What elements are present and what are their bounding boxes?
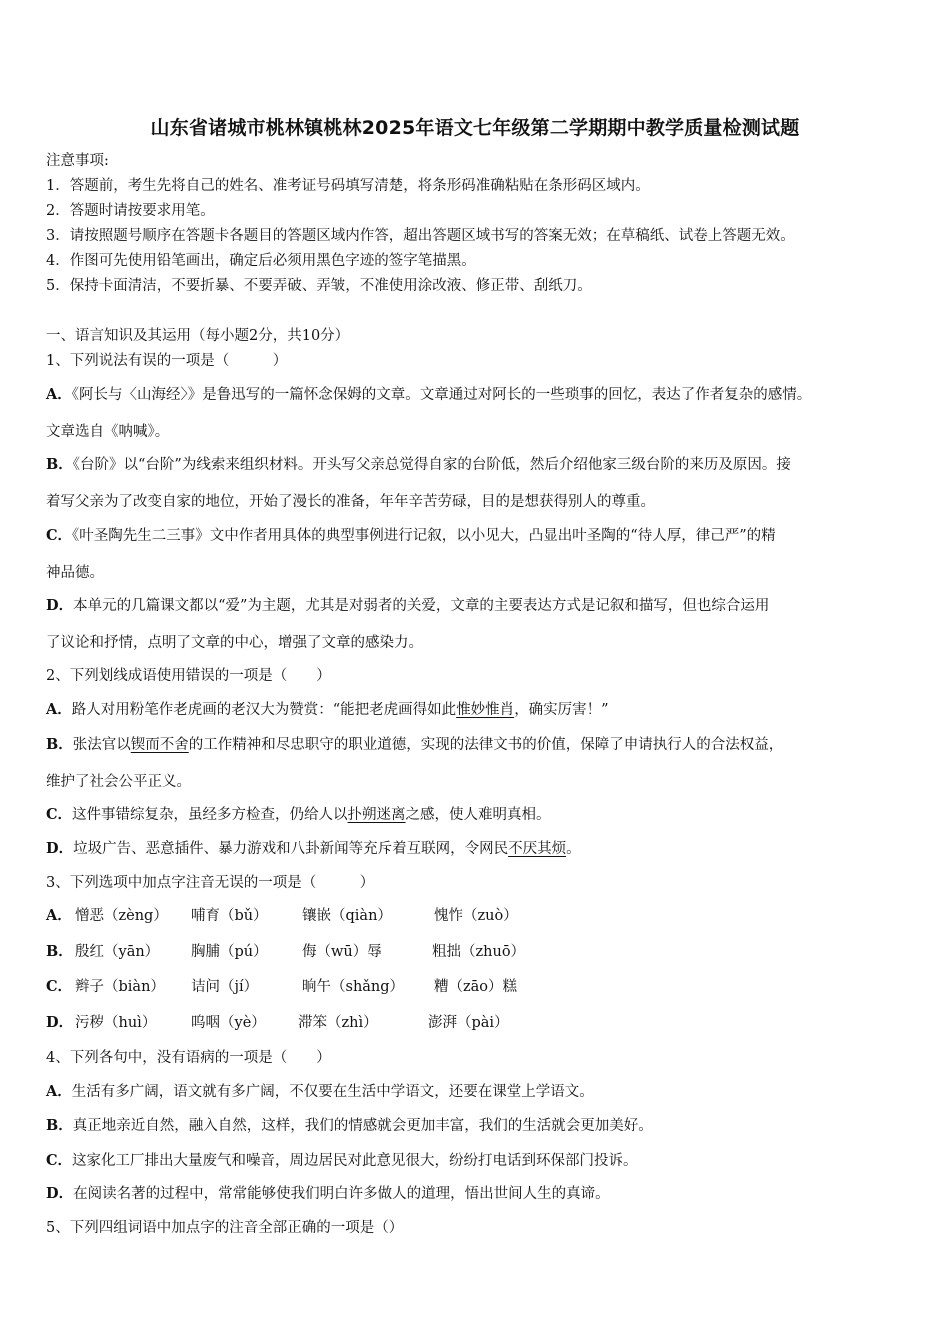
pinyin-item: 殷红（yān） [75, 944, 160, 960]
question-5-stem: 5、下列四组词语中加点字的注音全部正确的一项是（） [46, 1220, 404, 1236]
underlined-idiom: 扑朔迷离 [347, 807, 406, 823]
option-text: 本单元的几篇课文都以“爱”为主题，尤其是对弱者的关爱，文章的主要表达方式是记叙和描写，但也综合运用 [73, 598, 770, 614]
option-letter: A． [46, 386, 72, 403]
question-4-stem: 4、下列各句中，没有语病的一项是（ ） [46, 1050, 331, 1066]
pinyin-item: 侮（wū）辱 [302, 944, 382, 960]
question-2-option-b [46, 735, 783, 755]
pinyin-item: 愧怍（zuò） [434, 908, 518, 924]
underlined-idiom: 锲而不舍 [130, 737, 189, 753]
option-letter: D． [46, 1185, 74, 1202]
underlined-idiom: 不厌其烦 [508, 841, 567, 857]
pinyin-item: 晌午（shǎng） [302, 979, 405, 995]
option-text: 的工作精神和尽忠职守的职业道德，实现的法律文书的价值，保障了申请执行人的合法权益， [188, 737, 784, 753]
notice-heading: 注意事项: [46, 153, 109, 169]
question-4-option-a [46, 1082, 594, 1102]
option-text: 在阅读名著的过程中，常常能够使我们明白许多做人的道理，悟出世间人生的真谛。 [73, 1186, 610, 1202]
notice-item: 2．答题时请按要求用笔。 [46, 203, 215, 219]
question-1-option-a-cont: 文章选自《呐喊》。 [46, 424, 170, 440]
question-1-option-c [46, 526, 776, 546]
question-2-stem: 2、下列划线成语使用错误的一项是（ ） [46, 668, 331, 684]
option-text: 《台阶》以“台阶”为线索来组织材料。开头写父亲总觉得自家的台阶低，然后介绍他家三级台阶的来历及原因。接 [72, 457, 791, 473]
option-text: 生活有多广阔，语文就有多广阔，不仅要在生活中学语文，还要在课堂上学语文。 [71, 1084, 594, 1100]
pinyin-item: 糟（zāo）糕 [434, 979, 518, 995]
option-letter: D． [46, 597, 74, 614]
option-letter: B． [46, 943, 73, 960]
question-3-option-c [46, 977, 746, 997]
pinyin-item: 哺育（bǔ） [191, 908, 268, 924]
question-1-option-b [46, 455, 791, 475]
option-letter: B． [46, 456, 73, 473]
option-text: 路人对用粉笔作老虎画的老汉大为赞赏：“能把老虎画得如此 [71, 702, 457, 718]
option-text: 这件事错综复杂，虽经多方检查，仍给人以 [72, 807, 348, 823]
option-text: 之感，使人难明真相。 [405, 807, 551, 823]
question-4-option-d [46, 1184, 610, 1204]
option-letter: B． [46, 736, 73, 753]
question-3-option-a [46, 906, 746, 926]
notice-item: 5．保持卡面清洁，不要折暴、不要弄破、弄皱，不准使用涂改液、修正带、刮纸刀。 [46, 278, 592, 294]
question-1-option-d-cont: 了议论和抒情，点明了文章的中心，增强了文章的感染力。 [46, 635, 423, 651]
question-3-option-b [46, 942, 746, 962]
option-letter: A． [46, 701, 72, 718]
pinyin-item: 憎恶（zèng） [75, 908, 168, 924]
option-text: ，确实厉害！” [514, 702, 609, 718]
option-text: 。 [566, 841, 581, 857]
option-letter: A． [46, 907, 72, 924]
option-text: 张法官以 [72, 737, 131, 753]
notice-item: 3．请按照题号顺序在答题卡各题目的答题区域内作答，超出答题区域书写的答案无效；在草稿纸、试卷上答题无效。 [46, 228, 795, 244]
question-2-option-d [46, 839, 581, 859]
question-2-option-a [46, 700, 609, 720]
underlined-idiom: 惟妙惟肖 [456, 702, 515, 718]
question-2-option-b-cont: 维护了社会公平正义。 [46, 774, 191, 790]
option-letter: D． [46, 1014, 74, 1031]
pinyin-item: 澎湃（pài） [428, 1015, 509, 1031]
pinyin-item: 诘问（jí） [191, 979, 259, 995]
page-title: 山东省诸城市桃林镇桃林2025年语文七年级第二学期期中教学质量检测试题 [150, 117, 800, 139]
option-text: 《叶圣陶先生二三事》文中作者用具体的典型事例进行记叙，以小见大，凸显出叶圣陶的“待人厚，律己严”的精 [72, 528, 776, 544]
section-heading: 一、语言知识及其运用（每小题2分，共10分） [46, 328, 350, 344]
question-4-option-b [46, 1116, 653, 1136]
pinyin-item: 呜咽（yè） [191, 1015, 266, 1031]
notice-item: 4．作图可先使用铅笔画出，确定后必须用黑色字迹的签字笔描黑。 [46, 253, 476, 269]
option-text: 这家化工厂排出大量废气和噪音，周边居民对此意见很大，纷纷打电话到环保部门投诉。 [72, 1153, 638, 1169]
option-text: 真正地亲近自然，融入自然，这样，我们的情感就会更加丰富，我们的生活就会更加美好。 [72, 1118, 653, 1134]
option-letter: C． [46, 978, 73, 995]
question-2-option-c [46, 805, 551, 825]
notice-item: 1．答题前，考生先将自己的姓名、准考证号码填写清楚，将条形码准确粘贴在条形码区域内。 [46, 178, 650, 194]
option-letter: C． [46, 806, 73, 823]
pinyin-item: 辫子（biàn） [75, 979, 165, 995]
option-letter: D． [46, 840, 74, 857]
question-1-option-c-cont: 神品德。 [46, 565, 104, 581]
pinyin-item: 镶嵌（qiàn） [302, 908, 392, 924]
question-1-stem: 1、下列说法有误的一项是（ ） [46, 353, 288, 369]
option-text: 《阿长与〈山海经〉》是鲁迅写的一篇怀念保姆的文章。文章通过对阿长的一些琐事的回忆，表达了作者复杂的感情。 [71, 387, 812, 403]
pinyin-item: 污秽（huì） [75, 1015, 157, 1031]
option-text: 垃圾广告、恶意插件、暴力游戏和八卦新闻等充斥着互联网，令网民 [73, 841, 509, 857]
pinyin-item: 粗拙（zhuō） [432, 944, 526, 960]
option-letter: A． [46, 1083, 72, 1100]
option-letter: C． [46, 1152, 73, 1169]
question-1-option-b-cont: 着写父亲为了改变自家的地位，开始了漫长的准备，年年辛苦劳碌，目的是想获得别人的尊重。 [46, 494, 655, 510]
question-3-option-d [46, 1013, 746, 1033]
pinyin-item: 胸脯（pú） [191, 944, 268, 960]
question-4-option-c [46, 1151, 638, 1171]
question-1-option-d [46, 596, 769, 616]
option-letter: B． [46, 1117, 73, 1134]
option-letter: C． [46, 527, 73, 544]
question-3-stem: 3、下列选项中加点字注音无误的一项是（ ） [46, 875, 375, 891]
pinyin-item: 滞笨（zhì） [298, 1015, 378, 1031]
question-1-option-a [46, 385, 811, 405]
